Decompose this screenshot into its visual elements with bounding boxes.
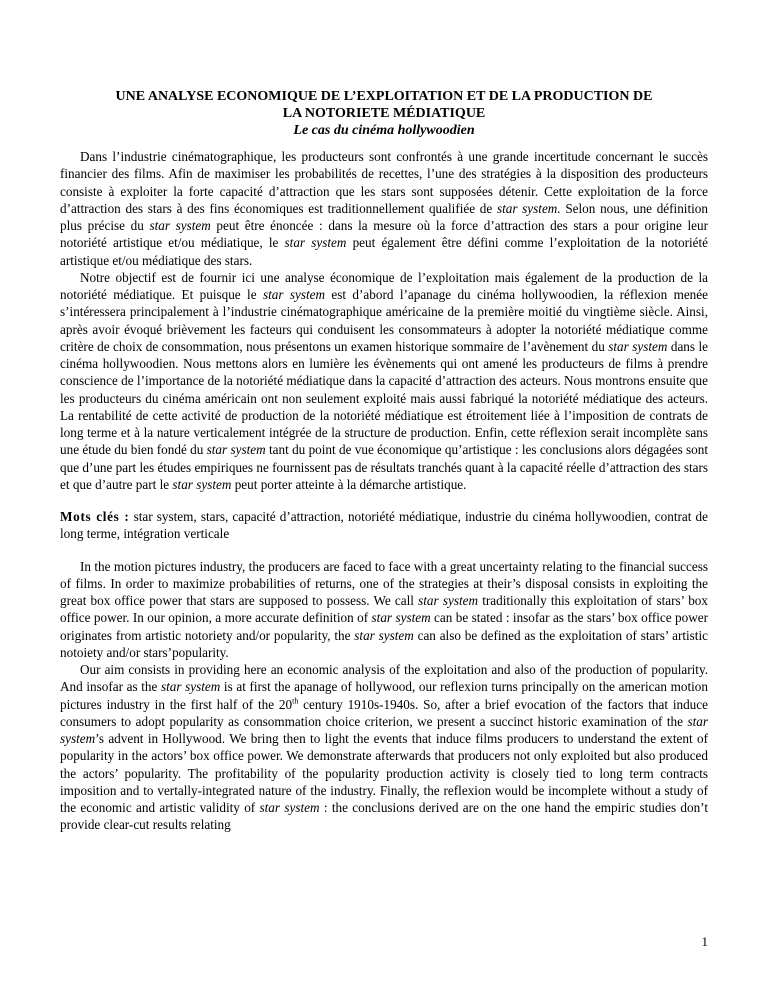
text-run: can also be defined as the exploitation of stars’ artistic notoiety and/or stars’popularity. bbox=[60, 627, 708, 660]
text-run: In the motion pictures industry, the producers are faced to face with a great uncertainty relating to the financial success of films. In order to maximize probabilities of returns, one of the strategies at their’s disposal consists in exploiting the great box office power that stars are supposed to possess. We call bbox=[60, 558, 708, 608]
term-star-system: star system bbox=[172, 476, 232, 492]
text-run: peut également être défini comme l’exploitation de la notoriété artistique et/ou médiatique des stars. bbox=[60, 235, 709, 268]
term-star-system: star system bbox=[418, 593, 479, 608]
text-run: century 1910s-1940s. So, after a brief evocation of the factors that induce consumers to adopt popularity as consommation choice criterion, we present a succinct historic examination of the bbox=[60, 696, 708, 729]
term-star-system: star system bbox=[608, 338, 668, 354]
term-star-system: star system bbox=[284, 235, 347, 251]
term-star-system: star system bbox=[354, 627, 414, 643]
french-abstract-paragraph-1 bbox=[60, 148, 708, 269]
text-run: Our aim consists in providing here an economic analysis of the exploitation and also of the production of popularity. And insofar as the bbox=[60, 662, 708, 695]
body-text bbox=[60, 148, 708, 834]
text-run: peut être énoncée : dans la mesure où la force d’attraction des stars a pour origine leur notoriété artistique et/ou médiatique, le bbox=[60, 218, 708, 251]
title-line-1: UNE ANALYSE ECONOMIQUE DE L’EXPLOITATION ET DE LA PRODUCTION DE bbox=[115, 89, 653, 104]
text-run: dans le cinéma hollywoodien. Nous mettons alors en lumière les évènements qui ont amené les producteurs de films à prendre conscience de l’importance de la notoriété médiatique dans la capacité d’attraction des acteurs. Nous montrons ensuite que les producteurs du cinéma américain ont non seulement exploité mais aussi fabriqué la notoriété médiatique des acteurs. La rentabilité de cette activité de production de la notoriété médiatique est étroitement liée à l’imposition de contrats de long terme et à la nature verticalement intégrée de la structure de production. Enfin, cette réflexion serait incomplète sans une étude du bien fondé du bbox=[60, 338, 708, 458]
paper-title bbox=[60, 88, 708, 122]
term-star-system: star system bbox=[206, 442, 266, 458]
term-star-system: star system bbox=[149, 218, 211, 233]
text-run: tant du point de vue économique qu’artistique : les conclusions alors dégagées sont que d’une part les études empiriques ne fournissent pas de résultats tranchés quant à la capacité réelle d’attraction des stars et que d’autre part le bbox=[60, 442, 709, 492]
term-star-system: star system. bbox=[496, 200, 561, 216]
keywords-label: Mots clés : bbox=[60, 509, 130, 524]
text-run: Selon nous, une définition plus précise du bbox=[60, 200, 708, 233]
header bbox=[60, 88, 708, 139]
text-run: can be stated : insofar as the stars’ box office power originates from artistic notoriety and/or popularity, the bbox=[60, 610, 708, 643]
text-run: : the conclusions derived are on the one hand the empiric studies don’t provide clear-cut results relating bbox=[60, 800, 709, 833]
text-run: peut porter atteinte à la démarche artistique. bbox=[231, 476, 467, 492]
english-abstract-paragraph-1 bbox=[60, 558, 708, 662]
term-star-system: star system bbox=[371, 610, 431, 626]
text-run: ’s advent in Hollywood. We bring then to light the events that induce films producers to understand the extent of popularity in the actors’ box office power. We demonstrate afterwards that producers not only exploited but also produced the actors’ popularity. The profitability of the popularity production activity is closely tied to long term contracts imposition and to vertally-integrated nature of the industry. Finally, the reflexion would be incomplete without a study of the economic and artistic validity of bbox=[60, 731, 708, 815]
term-star-system: star system bbox=[160, 679, 221, 695]
term-star-system: star system bbox=[259, 800, 320, 815]
text-run: Dans l’industrie cinématographique, les producteurs sont confrontés à une grande incertitude concernant le succès financier des films. Afin de maximiser les probabilités de recettes, l’une des stratégies à la disposition des producteurs consiste à exploiter la forte capacité d’attraction que les stars sont supposées détenir. Cette exploitation de la force d’attraction des stars à des fins économiques est traditionnellement qualifiée de bbox=[60, 149, 708, 216]
paper-subtitle: Le cas du cinéma hollywoodien bbox=[293, 123, 475, 138]
term-star-system: star system bbox=[262, 287, 326, 302]
english-abstract-paragraph-2 bbox=[60, 661, 708, 834]
page-number: 1 bbox=[701, 934, 708, 949]
title-line-2: LA NOTORIETE MÉDIATIQUE bbox=[282, 106, 486, 121]
term-star-system: star system bbox=[60, 713, 708, 746]
text-run: est d’abord l’apanage du cinéma hollywoodien, la réflexion menée s’intéressera principalement à l’industrie cinématographique américaine de la première moitié du vingtième siècle. Ainsi, après avoir évoqué brièvement les facteurs qui conduisent les consommateurs à adopter la notoriété médiatique comme critère de choix de consommation, nous présentons un examen historique sommaire de l’avènement du bbox=[60, 287, 708, 354]
french-abstract-paragraph-2 bbox=[60, 269, 708, 493]
text-run: traditionally this exploitation of stars’ box office power. In our opinion, a more accurate definition of bbox=[60, 593, 708, 626]
superscript-th: th bbox=[292, 696, 299, 706]
text-run: is at first the apanage of hollywood, our reflexion turns principally on the american motion pictures industry in the first half of the 20 bbox=[60, 679, 708, 712]
text-run: Notre objectif est de fournir ici une analyse économique de l’exploitation mais également de la production de la notoriété médiatique. Et puisque le bbox=[60, 269, 708, 302]
keywords bbox=[60, 508, 708, 543]
keywords-list: star system, stars, capacité d’attraction, notoriété médiatique, industrie du cinéma hollywoodien, contrat de long terme, intégration verticale bbox=[60, 509, 708, 542]
spacer bbox=[60, 493, 708, 508]
spacer bbox=[60, 543, 708, 558]
